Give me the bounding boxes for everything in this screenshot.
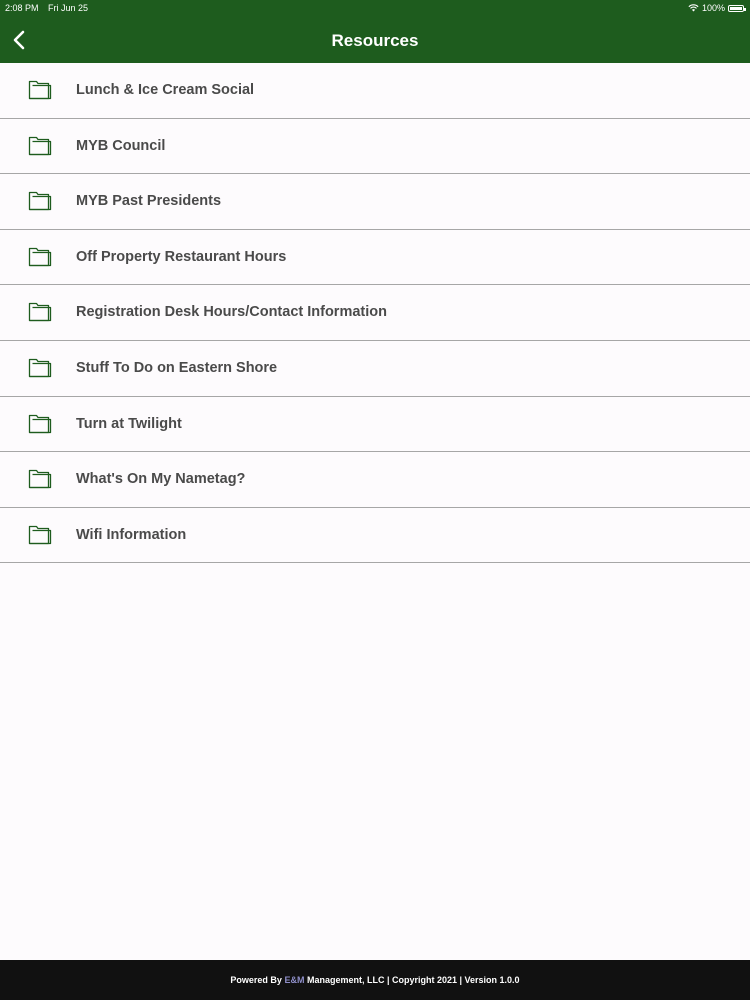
battery-percent: 100%	[701, 3, 725, 13]
page-title: Resources	[331, 31, 419, 50]
nav-bar	[0, 16, 750, 63]
folder-icon	[28, 189, 52, 213]
folder-icon	[28, 245, 52, 269]
folder-icon	[28, 134, 52, 158]
folder-icon	[28, 412, 52, 436]
list-item-label: Wifi Information	[76, 526, 187, 543]
list-item-label: What's On My Nametag?	[76, 471, 246, 488]
list-item[interactable]	[0, 119, 750, 175]
footer-prefix: Powered By	[230, 975, 285, 985]
footer-brand: E&M	[284, 975, 305, 985]
folder-icon	[28, 356, 52, 380]
list-item[interactable]	[0, 285, 750, 341]
list-item[interactable]	[0, 452, 750, 508]
folder-icon	[28, 523, 52, 547]
folder-icon	[28, 78, 52, 102]
status-time: 2:08 PM	[5, 3, 39, 13]
list-item[interactable]	[0, 174, 750, 230]
list-item[interactable]	[0, 341, 750, 397]
resource-list	[0, 63, 750, 563]
folder-icon	[28, 300, 52, 324]
list-item-label: Lunch & Ice Cream Social	[76, 82, 255, 98]
footer	[0, 960, 750, 1000]
list-item[interactable]	[0, 63, 750, 119]
list-item-label: Turn at Twilight	[76, 415, 182, 432]
folder-icon	[28, 467, 52, 491]
list-item[interactable]	[0, 508, 750, 564]
list-item[interactable]	[0, 230, 750, 286]
footer-suffix: Management, LLC | Copyright 2021 | Version 1.0.0	[304, 975, 520, 985]
battery-icon	[728, 5, 744, 12]
status-indicators	[688, 0, 744, 16]
status-bar	[0, 0, 750, 16]
list-item-label: Registration Desk Hours/Contact Information	[76, 304, 387, 321]
list-item-label: Stuff To Do on Eastern Shore	[76, 359, 278, 376]
battery-level	[730, 7, 742, 10]
status-date: Fri Jun 25	[48, 3, 89, 13]
list-item-label: Off Property Restaurant Hours	[76, 248, 287, 265]
list-item-label: MYB Past Presidents	[76, 193, 222, 210]
list-item-label: MYB Council	[76, 137, 166, 154]
list-item[interactable]	[0, 397, 750, 453]
wifi-icon	[688, 4, 699, 12]
